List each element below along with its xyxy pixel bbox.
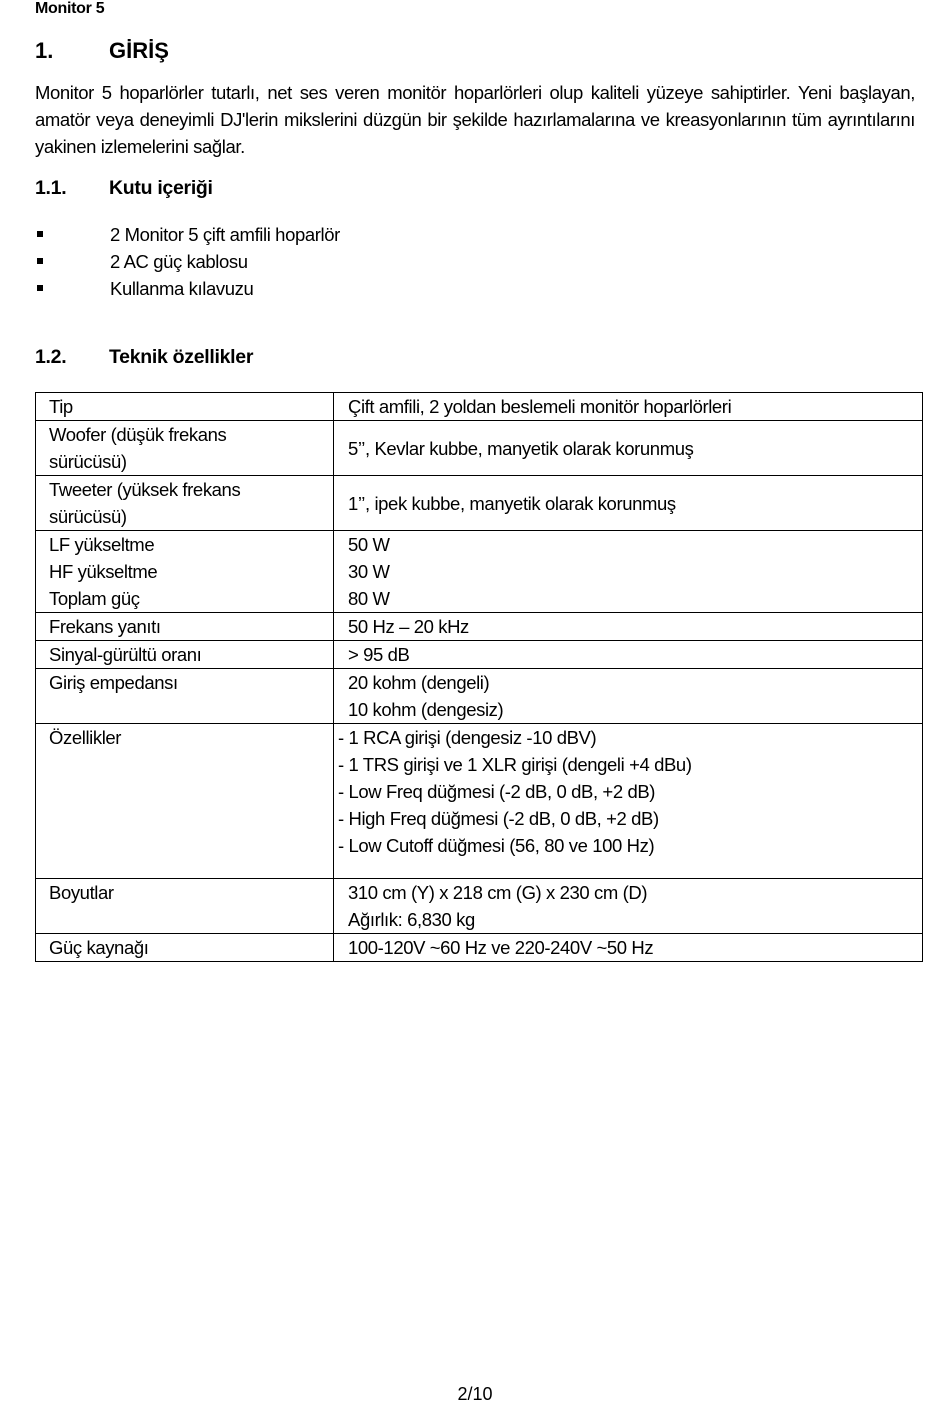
specs-table [35, 392, 923, 962]
table-row [36, 393, 923, 421]
spec-value-line: 50 W [348, 534, 390, 555]
spec-label: Frekans yanıtı [36, 613, 334, 641]
bullet-icon [37, 258, 43, 264]
spec-label-line: sürücüsü) [49, 451, 127, 472]
spec-value [334, 669, 923, 724]
subsection-number: 1.2. [35, 346, 67, 368]
spec-value: > 95 dB [334, 641, 923, 669]
list-item-text: 2 Monitor 5 çift amfili hoparlör [110, 224, 340, 245]
spec-label [36, 531, 334, 613]
spec-label: Boyutlar [36, 879, 334, 934]
spec-value-line: 10 kohm (dengesiz) [348, 699, 504, 720]
spec-label: Tip [36, 393, 334, 421]
page-header: Monitor 5 [35, 0, 105, 17]
table-row [36, 531, 923, 613]
list-item [35, 275, 340, 302]
spec-value-line: 20 kohm (dengeli) [348, 672, 490, 693]
spec-value: Çift amfili, 2 yoldan beslemeli monitör hoparlörleri [334, 393, 923, 421]
subsection-heading-specs [35, 346, 253, 369]
spec-value: 5’’, Kevlar kubbe, manyetik olarak korunmuş [334, 421, 923, 476]
spec-value-line: 310 cm (Y) x 218 cm (G) x 230 cm (D) [348, 882, 648, 903]
table-row [36, 669, 923, 724]
section-number: 1. [35, 38, 54, 63]
subsection-number: 1.1. [35, 177, 67, 199]
spec-label-line: Tweeter (yüksek frekans [49, 479, 241, 500]
page-number: 2/10 [457, 1384, 493, 1404]
spec-label-line: Woofer (düşük frekans [49, 424, 227, 445]
table-row [36, 641, 923, 669]
spec-value: 100-120V ~60 Hz ve 220-240V ~50 Hz [334, 934, 923, 962]
spec-label: Güç kaynağı [36, 934, 334, 962]
spec-label-line: HF yükseltme [49, 561, 158, 582]
spec-label [36, 421, 334, 476]
table-row [36, 934, 923, 962]
list-item-text: Kullanma kılavuzu [110, 278, 254, 299]
bullet-icon [37, 285, 43, 291]
subsection-title: Kutu içeriği [109, 177, 213, 199]
feature-item: - 1 RCA girişi (dengesiz -10 dBV) [338, 727, 597, 748]
subsection-heading-box [35, 177, 213, 200]
spec-label: Giriş empedansı [36, 669, 334, 724]
feature-item: - 1 TRS girişi ve 1 XLR girişi (dengeli +4 dBu) [338, 754, 692, 775]
spec-value-line: 80 W [348, 588, 390, 609]
spec-value-line: 30 W [348, 561, 390, 582]
spec-value: 50 Hz – 20 kHz [334, 613, 923, 641]
spec-label: Özellikler [36, 724, 334, 879]
list-item-text: 2 AC güç kablosu [110, 251, 248, 272]
spec-value: 1’’, ipek kubbe, manyetik olarak korunmuş [334, 476, 923, 531]
spec-value [334, 724, 923, 879]
list-item [35, 248, 340, 275]
table-row [36, 476, 923, 531]
section-title: GİRİŞ [109, 38, 169, 63]
section-heading-intro [35, 38, 169, 64]
list-item [35, 221, 340, 248]
spec-label-line: sürücüsü) [49, 506, 127, 527]
bullet-icon [37, 231, 43, 237]
feature-item: - Low Freq düğmesi (-2 dB, 0 dB, +2 dB) [338, 781, 656, 802]
spec-value-line: Ağırlık: 6,830 kg [348, 909, 475, 930]
intro-paragraph: Monitor 5 hoparlörler tutarlı, net ses veren monitör hoparlörleri olup kaliteli yüzeye sahiptirler. Yeni başlayan, amatör veya deneyimli DJ'lerin mikslerini düzgün bir şekilde hazırlamalarına ve kreasyonlarının tüm ayrıntılarını yakinen izlemelerini sağlar. [35, 82, 915, 157]
spec-label-line: LF yükseltme [49, 534, 155, 555]
subsection-title: Teknik özellikler [109, 346, 254, 368]
spec-label: Sinyal-gürültü oranı [36, 641, 334, 669]
feature-item: - High Freq düğmesi (-2 dB, 0 dB, +2 dB) [338, 808, 659, 829]
table-row [36, 613, 923, 641]
box-contents-list [35, 221, 340, 302]
spec-value [334, 879, 923, 934]
table-row [36, 421, 923, 476]
table-row [36, 879, 923, 934]
table-row [36, 724, 923, 879]
spec-value [334, 531, 923, 613]
feature-item: - Low Cutoff düğmesi (56, 80 ve 100 Hz) [338, 835, 655, 856]
spec-label [36, 476, 334, 531]
spec-label-line: Toplam güç [49, 588, 140, 609]
